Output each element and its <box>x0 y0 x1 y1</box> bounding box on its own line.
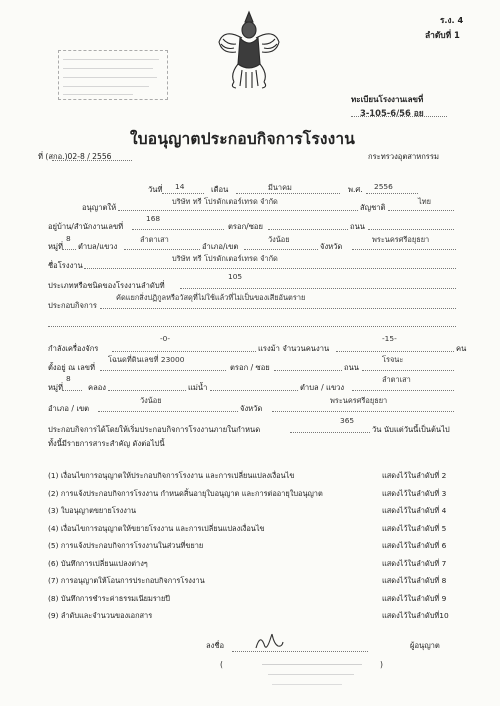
subdistrict2-value: ลำตาเสา <box>382 375 411 384</box>
signature-label: ลงชื่อ <box>206 641 225 650</box>
factory-name-label: ชื่อโรงงาน <box>48 261 83 270</box>
alley2-label: ตรอก / ซอย <box>230 363 270 372</box>
list-item-text: เงื่อนไขการอนุญาตให้ขยายโรงงาน และการเปลี่ยนแปลงเงื่อนไข <box>60 524 265 533</box>
list-item-reference: แสดงไว้ในลำดับที่ 5 <box>382 524 447 533</box>
village-label: หมู่ที่ <box>48 242 64 251</box>
business-value: คัดแยกสิ่งปฏิกูลหรือวัสดุที่ไม่ใช้แล้วที่ไม่เป็นของเสียอันตราย <box>116 293 306 302</box>
workers-unit: คน <box>456 344 467 353</box>
factory-type-label: ประเภทหรือชนิดของโรงงานลำดับที่ <box>48 281 165 290</box>
close-paren: ) <box>380 660 383 669</box>
road2-label: ถนน <box>344 363 359 372</box>
list-item-reference: แสดงไว้ในลำดับที่ 9 <box>382 594 447 603</box>
district-value: วังน้อย <box>268 235 290 244</box>
road-label: ถนน <box>350 222 365 231</box>
list-item-number: (5) <box>48 541 59 550</box>
road2-value: โรจนะ <box>382 355 404 364</box>
business-label: ประกอบกิจการ <box>48 301 97 310</box>
village2-value: 8 <box>66 374 71 383</box>
list-item-number: (2) <box>48 489 59 498</box>
list-item-reference: แสดงไว้ในลำดับที่ 2 <box>382 471 447 480</box>
list-item <box>48 575 205 587</box>
list-item <box>48 558 148 570</box>
month-label: เดือน <box>211 185 229 194</box>
list-item-text: ลำดับและจำนวนของเอกสาร <box>60 611 153 620</box>
document-title: ใบอนุญาตประกอบกิจการโรงงาน <box>130 129 356 148</box>
office-number: 168 <box>146 214 161 223</box>
list-item-text: บันทึกการชำระค่าธรรมเนียมรายปี <box>60 594 170 603</box>
province2-label: จังหวัด <box>240 404 263 413</box>
list-item-number: (6) <box>48 559 59 568</box>
list-item <box>48 610 152 622</box>
list-item <box>48 523 265 535</box>
registration-label: ทะเบียนโรงงานเลขที่ <box>351 95 424 104</box>
list-item <box>48 593 170 605</box>
sequence-number: ลำดับที่ 1 <box>425 30 460 40</box>
list-item-text: ใบอนุญาตขยายโรงงาน <box>60 506 137 515</box>
garuda-emblem-icon <box>216 8 282 90</box>
day-label: วันที่ <box>148 185 163 194</box>
list-item-text: การแจ้งประกอบกิจการโรงงาน กำหนดสิ้นอายุใบอนุญาต และการต่ออายุใบอนุญาต <box>60 489 323 498</box>
year-label: พ.ศ. <box>348 185 363 194</box>
district2-label: อำเภอ / เขต <box>48 404 90 413</box>
list-item-text: เงื่อนไขการอนุญาตให้ประกอบกิจการโรงงาน และการเปลี่ยนแปลงเงื่อนไข <box>60 471 295 480</box>
office-label: อยู่บ้าน/สำนักงานเลขที่ <box>48 222 124 231</box>
village2-label: หมู่ที่ <box>48 383 64 392</box>
machine-power-label: กำลังเครื่องจักร <box>48 344 99 353</box>
start-period-label: ประกอบกิจการได้โดยให้เริ่มประกอบกิจการโรงงานภายในกำหนด <box>48 425 261 434</box>
factory-type-value: 105 <box>228 272 243 281</box>
official-seal-stamp <box>262 656 362 694</box>
list-item-text: บันทึกการเปลี่ยนแปลงต่างๆ <box>60 559 148 568</box>
start-period-tail: วัน นับแต่วันนี้เป็นต้นไป <box>372 425 450 434</box>
list-item-reference: แสดงไว้ในลำดับที่10 <box>382 611 449 620</box>
river-label: แม่น้ำ <box>188 383 208 392</box>
permit-to-label: อนุญาตให้ <box>82 203 117 212</box>
province-label: จังหวัด <box>320 242 343 251</box>
list-item-number: (4) <box>48 524 59 533</box>
year-value: 2556 <box>374 182 393 191</box>
permittee-name: บริษัท ทรี โปรดักเตอร์เทรด จำกัด <box>172 197 278 206</box>
ministry-name: กระทรวงอุตสาหกรรม <box>368 152 439 161</box>
list-item <box>48 540 203 552</box>
list-item-reference: แสดงไว้ในลำดับที่ 3 <box>382 489 447 498</box>
district-label: อำเภอ/เขต <box>202 242 239 251</box>
authorizer-label: ผู้อนุญาต <box>410 641 440 650</box>
list-item-number: (8) <box>48 594 59 603</box>
list-item-number: (7) <box>48 576 59 585</box>
workers-value: -15- <box>382 334 397 343</box>
list-item-number: (3) <box>48 506 59 515</box>
alley-label: ตรอก/ซอย <box>228 222 263 231</box>
canal-label: คลอง <box>88 383 107 392</box>
district2-value: วังน้อย <box>140 396 162 405</box>
form-code: ร.ง. 4 <box>440 15 464 25</box>
list-item <box>48 470 294 482</box>
list-item <box>48 505 136 517</box>
open-paren: ( <box>220 660 223 669</box>
subdistrict2-label: ตำบล / แขวง <box>300 383 345 392</box>
month-value: มีนาคม <box>268 183 292 192</box>
received-stamp <box>58 50 168 100</box>
subdistrict-label: ตำบล/แขวง <box>78 242 118 251</box>
registration-number: 3-105-6/56 อย <box>360 108 424 118</box>
important-items-line: ทั้งนี้มีรายการสาระสำคัญ ดังต่อไปนี้ <box>48 439 165 448</box>
list-item-reference: แสดงไว้ในลำดับที่ 7 <box>382 559 447 568</box>
list-item-reference: แสดงไว้ในลำดับที่ 8 <box>382 576 447 585</box>
deed-number: โฉนดที่ดินเลขที่ 23000 <box>108 355 185 364</box>
day-value: 14 <box>175 182 185 191</box>
machine-power-value: -0- <box>160 334 171 343</box>
subdistrict-value: ลำตาเสา <box>140 235 169 244</box>
location-label: ตั้งอยู่ ณ เลขที่ <box>48 363 95 372</box>
factory-name-value: บริษัท ทรี โปรดักเตอร์เทรด จำกัด <box>172 254 278 263</box>
province-value: พระนครศรีอยุธยา <box>372 235 430 244</box>
list-item-reference: แสดงไว้ในลำดับที่ 6 <box>382 541 447 550</box>
horsepower-workers-label: แรงม้า จำนวนคนงาน <box>258 344 330 353</box>
nationality-label: สัญชาติ <box>360 203 386 212</box>
list-item-number: (9) <box>48 611 59 620</box>
list-item-text: การอนุญาตให้โอนการประกอบกิจการโรงงาน <box>60 576 205 585</box>
list-item-reference: แสดงไว้ในลำดับที่ 4 <box>382 506 447 515</box>
list-item <box>48 488 323 500</box>
start-days-value: 365 <box>340 416 355 425</box>
reference-number: ที่ (สกอ.)02-8 / 2556 <box>38 152 112 161</box>
province2-value: พระนครศรีอยุธยา <box>330 396 388 405</box>
nationality-value: ไทย <box>418 197 431 206</box>
village-value: 8 <box>66 234 71 243</box>
signature-mark <box>252 630 286 656</box>
list-item-number: (1) <box>48 471 59 480</box>
list-item-text: การแจ้งประกอบกิจการโรงงานในส่วนที่ขยาย <box>60 541 204 550</box>
